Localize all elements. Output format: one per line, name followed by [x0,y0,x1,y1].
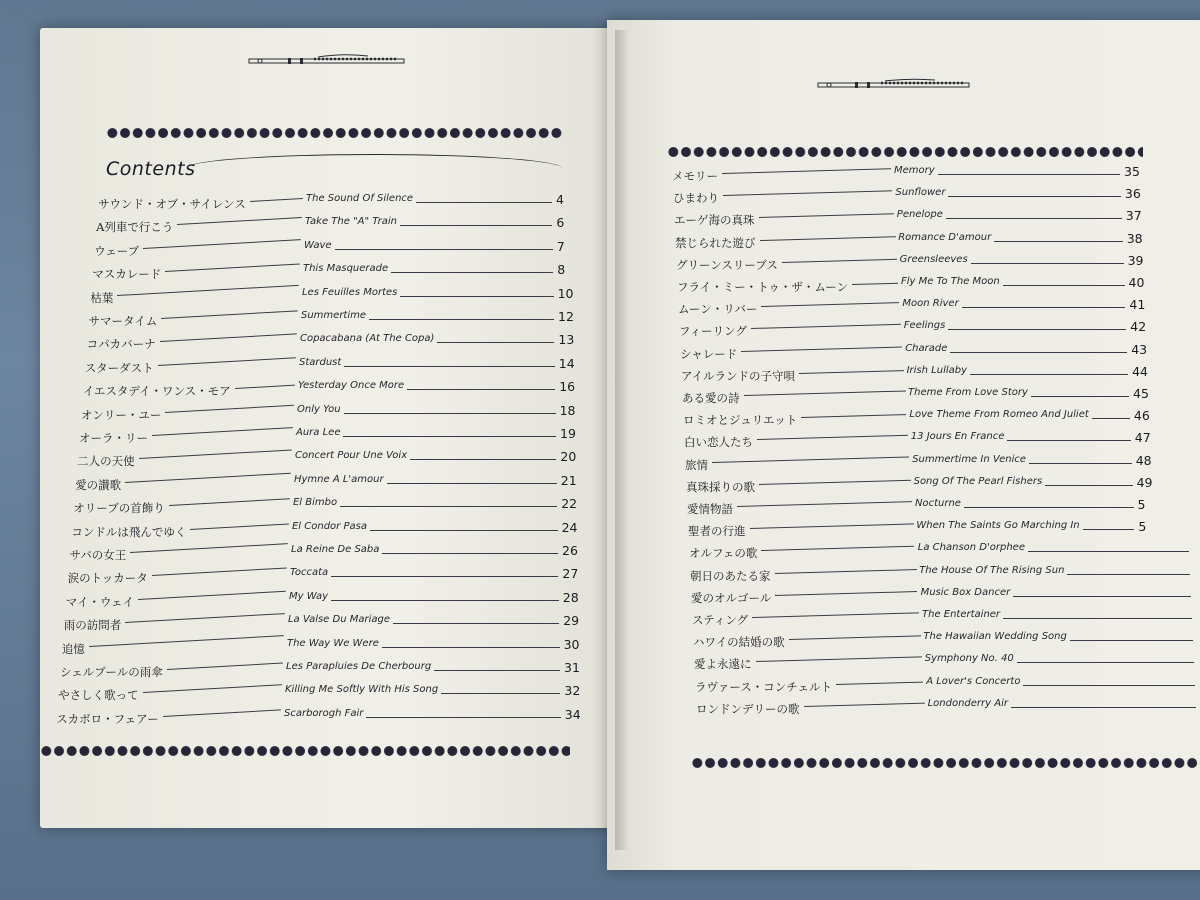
leader-line [169,498,290,506]
contents-entry [96,215,568,241]
leader-line [165,404,293,412]
flute-illustration-right-icon [817,78,971,91]
page-number: 10 [557,285,574,301]
leader-line [407,389,555,390]
leader-line [400,225,552,226]
leader-line [391,272,553,273]
leader-line [948,196,1120,197]
song-title-japanese: フィーリング [679,324,747,339]
leader-line [366,717,560,718]
contents-entry [88,309,574,335]
leader-line [799,370,904,374]
contents-entry [63,613,580,639]
song-title-english: Charade [905,342,948,354]
leader-line [167,663,283,670]
song-title-japanese: 追憶 [61,641,85,656]
song-title-english: Fly Me To The Moon [901,276,1000,287]
song-title-japanese: 真珠採りの歌 [686,479,755,494]
leader-line [789,636,921,641]
page-number: 22 [561,496,578,512]
page-number: 34 [564,706,581,722]
song-title-english: Yesterday Once More [297,380,405,392]
leader-line [1029,463,1132,464]
page-number: 38 [1126,230,1143,246]
song-title-japanese: 愛のオルゴール [691,590,772,605]
contents-entry [79,426,576,452]
leader-line [962,307,1126,308]
leader-line [756,657,922,663]
leader-line [344,366,554,367]
leader-line [948,329,1126,330]
leader-line [712,456,909,463]
song-title-japanese: オリーブの首飾り [73,501,165,516]
page-number: 40 [1128,275,1145,290]
song-title-japanese: コンドルは飛んでゆく [71,524,187,539]
song-title-japanese: マイ・ウェイ [65,594,134,609]
song-title-japanese: 朝日のあたる家 [690,568,771,583]
leader-line [759,214,894,219]
song-title-english: The Way We Were [286,637,379,649]
dot-border-left-top [106,127,564,139]
leader-line [235,385,295,389]
leader-line [1023,685,1194,686]
song-title-english: Nocturne [915,498,961,509]
song-title-japanese: やさしく歌って [58,688,139,703]
song-title-english: El Condor Pasa [291,520,367,532]
leader-line [441,693,560,694]
song-title-japanese: アイルランドの子守唄 [681,368,795,383]
leader-line [400,296,553,297]
song-title-english: The Hawaiian Wedding Song [923,631,1067,643]
song-title-japanese: 旅情 [685,457,708,472]
song-title-english: Moon River [902,298,959,310]
page-number: 19 [560,426,576,441]
leader-line [775,591,917,596]
page-number: 4 [556,192,564,207]
contents-entry [77,449,577,475]
song-title-japanese: スターダスト [84,360,154,375]
leader-line [343,436,556,437]
song-title-japanese: ウェーブ [94,243,140,258]
song-title-english: My Way [288,590,329,602]
leader-line [1003,285,1125,286]
page-number: 36 [1124,186,1141,202]
leader-line [757,435,908,440]
song-title-english: La Chanson D'orphee [917,542,1025,554]
leader-line [190,523,288,530]
song-title-japanese: 枯葉 [90,290,114,305]
leader-line [971,263,1124,264]
contents-entry [56,706,581,733]
song-title-japanese: ひまわり [673,191,719,206]
song-title-japanese: エーゲ海の真珠 [674,213,755,228]
song-title-japanese: スカボロ・フェアー [56,711,159,726]
song-title-japanese: 聖者の行進 [688,524,746,539]
page-number: 48 [1135,452,1152,468]
contents-entry [84,355,575,382]
song-title-japanese: オルフェの歌 [689,546,758,561]
leader-line [1031,396,1129,397]
contents-entry [98,192,568,218]
leader-line [416,202,552,203]
leader-line [760,236,896,241]
leader-line [370,530,558,531]
leader-line [852,283,898,285]
song-title-english: Sunflower [895,187,946,199]
song-title-japanese: ラヴァース・コンチェルト [695,679,832,694]
leader-line [369,319,554,320]
contents-entry [73,496,578,522]
page-number: 42 [1130,319,1147,335]
leader-line [759,480,911,485]
leader-line [410,459,556,460]
page-number: 41 [1129,297,1146,313]
song-title-english: The Entertainer [922,609,1001,620]
leader-line [1028,551,1189,552]
song-title-english: Only You [296,403,341,415]
page-number: 14 [558,355,575,371]
contents-entry [65,589,579,616]
song-title-japanese: シャレード [680,346,738,361]
song-title-english: La Reine De Saba [291,544,380,555]
song-title-japanese: コパカバーナ [86,337,156,352]
song-title-japanese: 白い恋人たち [684,435,753,450]
leader-line [1083,529,1135,530]
song-title-english: El Bimbo [292,497,338,509]
song-title-english: Killing Me Softly With His Song [284,684,439,696]
page-number: 30 [563,636,580,652]
song-title-english: Les Feuilles Mortes [301,286,398,298]
page-number: 49 [1136,474,1153,490]
leader-line [994,241,1123,242]
leader-line [1092,418,1130,419]
contents-heading: Contents [106,158,196,180]
leader-line [1017,662,1194,663]
contents-entry [92,262,568,288]
page-number: 20 [560,449,577,465]
page-number: 5 [1137,497,1146,512]
song-title-japanese: 愛情物語 [687,502,733,516]
leader-line [382,553,558,554]
song-title-japanese: サウンド・オブ・サイレンス [98,197,246,211]
page-number: 28 [562,589,579,605]
dot-border-right-top [667,146,1143,158]
page-number: 16 [559,379,576,395]
leader-line [434,670,560,671]
page-number: 26 [562,543,578,558]
leader-line [1045,485,1132,486]
page-number: 32 [564,683,581,699]
page-number: 13 [558,332,575,348]
song-title-japanese: シェルブールの雨傘 [60,665,163,679]
song-title-japanese: フライ・ミー・トゥ・ザ・ムーン [677,280,849,294]
leader-line [804,702,925,706]
song-title-english: Wave [303,239,332,251]
song-title-japanese: 愛よ永遠に [694,657,752,672]
song-title-english: Irish Lullaby [906,364,968,376]
contents-entry [80,402,576,429]
leader-line [163,709,281,717]
leader-line [782,259,897,263]
song-title-english: This Masquerade [302,263,389,275]
leader-line [938,174,1120,175]
page-number: 27 [562,566,579,582]
song-title-japanese: ムーン・リバー [678,302,758,317]
page-number: 43 [1131,341,1148,357]
song-title-english: La Valse Du Mariage [287,614,391,626]
leader-line [1013,596,1191,597]
song-title-english: Summertime In Venice [912,453,1027,465]
song-title-english: Music Box Dancer [920,586,1011,598]
song-title-english: Take The "A" Train [304,216,397,228]
song-title-japanese: オンリー・ユー [80,407,162,422]
page-number: 35 [1124,164,1140,179]
page-number: 47 [1134,430,1151,446]
song-title-japanese: サマータイム [88,314,158,328]
leader-line [723,190,892,196]
song-title-english: Symphony No. 40 [924,653,1014,665]
page-number: 6 [556,215,565,231]
contents-entry [71,519,578,546]
song-title-english: Summertime [301,310,367,321]
contents-entry [86,332,575,358]
page-number: 7 [556,238,565,254]
leader-line [437,342,554,343]
song-title-english: Memory [894,165,935,176]
song-title-english: Londonderry Air [927,697,1008,709]
page-number: 21 [560,472,577,488]
song-title-japanese: サバの女王 [69,548,127,562]
song-title-english: Concert Pour Une Voix [294,450,408,462]
contents-entry [69,543,578,569]
song-title-japanese: 愛の讃歌 [75,477,122,492]
song-title-japanese: メモリー [672,169,718,183]
leader-line [950,352,1127,353]
song-title-japanese: ロンドンデリーの歌 [696,701,800,716]
page-number: 8 [557,262,566,278]
song-title-japanese: オーラ・リー [79,431,148,445]
song-title-english: Love Theme From Romeo And Juliet [909,409,1089,421]
page-number: 29 [563,613,580,629]
leader-line [387,483,557,484]
song-title-english: Theme From Love Story [908,387,1028,398]
song-title-japanese: ある愛の詩 [682,391,740,405]
song-title-japanese: A列車で行こう [96,220,174,235]
dot-border-right-bottom [691,757,1200,769]
song-title-english: Romance D'amour [898,231,992,243]
song-title-japanese: 禁じられた遊び [675,235,756,250]
leader-line [250,198,303,202]
page-number: 31 [564,660,580,675]
leader-line [1003,618,1192,619]
page-number: 18 [559,402,576,418]
page-number: 5 [1138,519,1147,535]
song-title-english: Hymne A L'amour [293,473,384,485]
leader-line [744,390,905,396]
song-title-japanese: マスカレード [92,267,162,282]
song-title-english: Les Parapluies De Cherbourg [286,661,432,672]
contents-entry [90,285,574,312]
leader-line [946,218,1122,219]
song-title-english: Penelope [896,209,943,221]
song-title-english: Greensleeves [899,253,968,265]
contents-entry [58,683,581,709]
song-title-english: Stardust [298,356,342,368]
leader-line [964,507,1134,508]
leader-line [751,324,901,329]
leader-line [1007,440,1130,441]
leader-line [1011,707,1196,708]
song-title-japanese: グリーンスリーブス [676,257,778,272]
page-number: 24 [561,519,578,535]
song-title-japanese: 二人の天使 [77,454,135,469]
song-title-english: Aura Lee [296,427,341,438]
song-title-japanese: 涙のトッカータ [67,571,148,586]
contents-entry [75,472,577,499]
page-number: 12 [558,309,574,324]
leader-line [177,217,301,225]
contents-entry [60,660,580,686]
leader-line [335,249,553,250]
song-title-japanese: ロミオとジュリエット [683,413,798,428]
song-title-english: Toccata [289,567,329,579]
leader-line [331,600,559,601]
leader-line [752,612,919,618]
song-title-japanese: ハワイの結婚の歌 [693,635,785,650]
leader-line [722,168,891,174]
contents-entry [67,566,579,592]
song-title-japanese: 雨の訪問者 [63,618,122,633]
leader-line [761,302,899,307]
leader-line [1070,640,1193,641]
song-title-english: Feelings [903,320,946,332]
song-title-english: When The Saints Go Marching In [916,520,1080,532]
page-number: 37 [1125,208,1142,224]
leader-line [801,414,906,418]
leader-line [340,506,557,507]
contents-entry [696,697,1192,723]
leader-line [741,346,902,351]
song-title-japanese: イエスタデイ・ワンス・モア [82,384,231,399]
leader-line [393,623,559,624]
leader-line [750,524,914,530]
leader-line [737,501,912,507]
leader-line [344,413,556,414]
contents-entry [82,379,576,405]
song-title-english: Scarborogh Fair [283,707,364,719]
song-title-english: A Lover's Concerto [926,675,1021,687]
page-number: 45 [1133,386,1149,401]
leader-line [970,374,1128,375]
song-title-english: The House Of The Rising Sun [919,564,1065,576]
page-number: 44 [1132,363,1148,379]
song-title-english: Song Of The Pearl Fishers [913,475,1043,487]
book-gutter [615,30,629,850]
leader-line [775,569,917,574]
song-title-japanese: スティング [692,613,749,627]
song-title-english: 13 Jours En France [910,431,1005,443]
leader-line [761,546,914,551]
page-number: 46 [1133,408,1150,424]
dot-border-left-bottom [40,745,570,757]
contents-entry [94,238,568,265]
flute-illustration-left-icon [248,53,406,67]
song-title-english: Copacabana (At The Copa) [299,333,435,345]
page-number: 39 [1127,252,1144,268]
leader-line [331,576,558,577]
leader-line [382,647,560,648]
leader-line [836,681,923,684]
contents-entry [61,636,580,663]
leader-line [1067,574,1190,575]
song-title-english: The Sound Of Silence [306,193,414,204]
